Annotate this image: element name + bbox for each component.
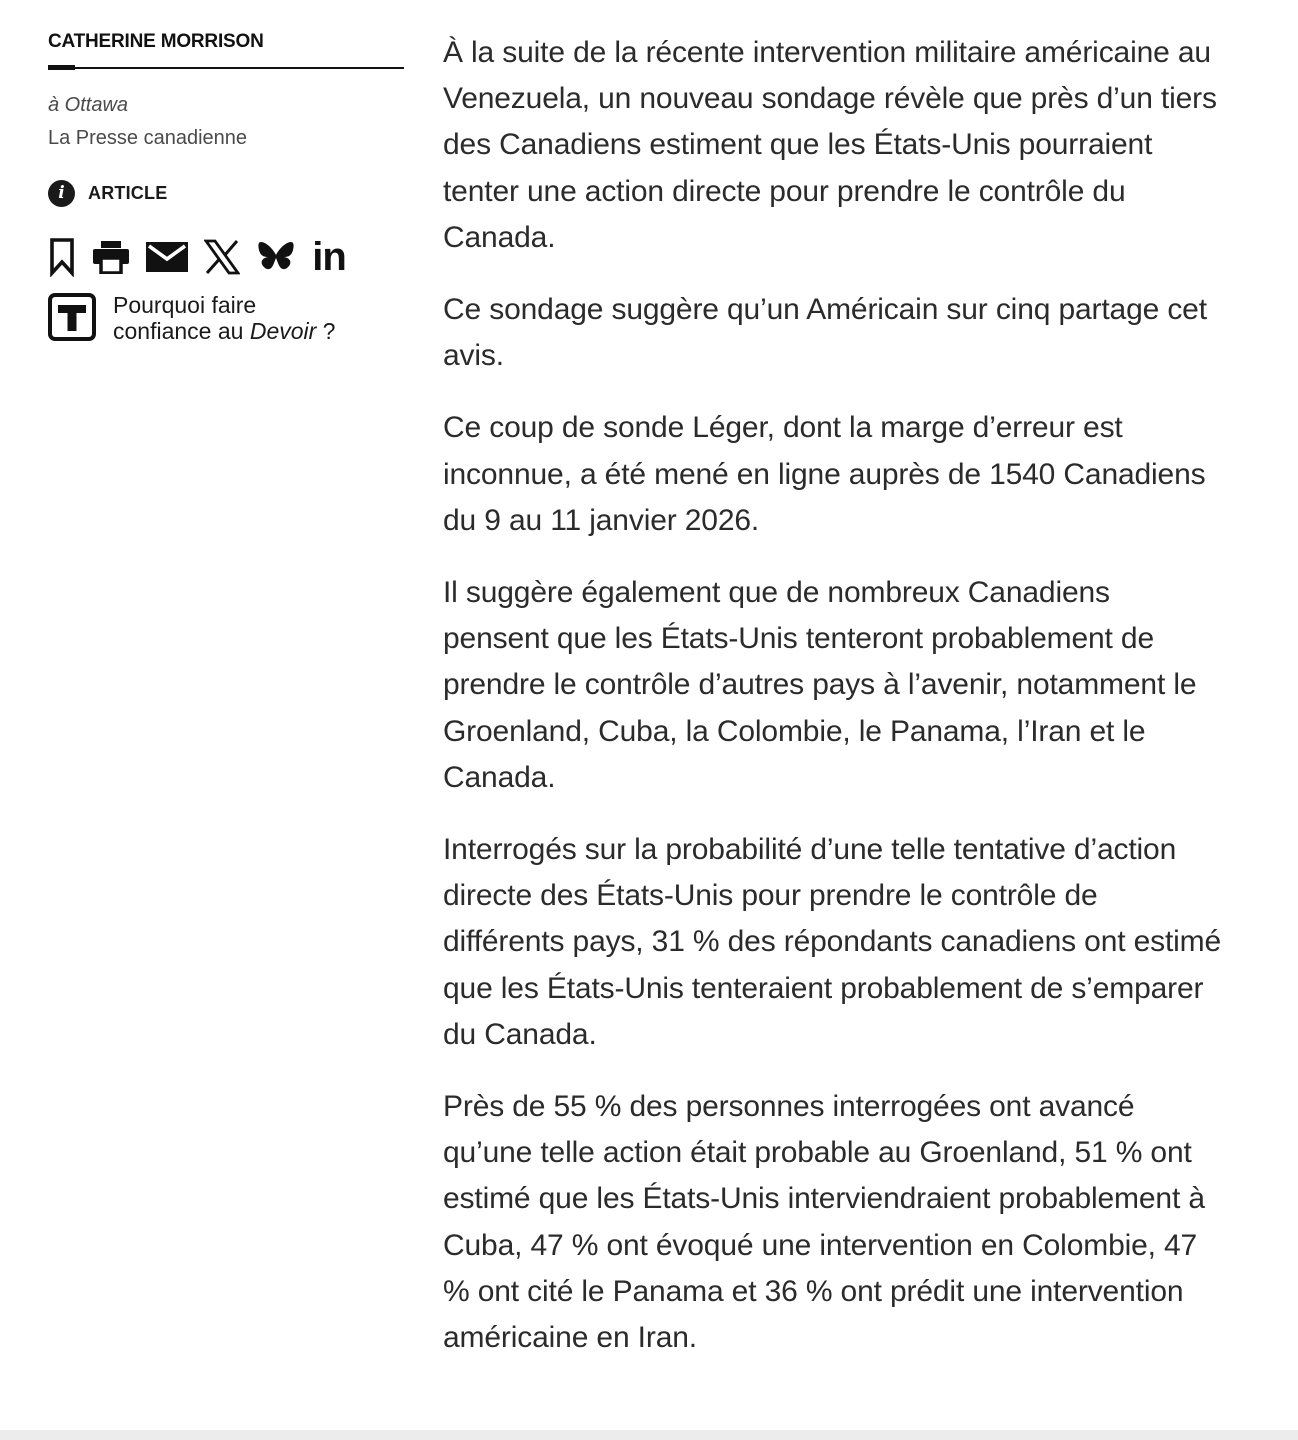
article-body <box>443 30 1223 1387</box>
share-toolbar <box>48 235 404 279</box>
article-paragraph: Près de 55 % des personnes interrogées ont avancé qu’une telle action était probable au Groenland, 51 % ont estimé que les États-Unis interviendraient probablement à Cuba, 47 % ont évoqué une intervention en Colombie, 47 % ont cité le Panama et 36 % ont prédit une intervention américaine en Iran. <box>443 1090 1205 1355</box>
bookmark-icon[interactable] <box>48 235 76 279</box>
linkedin-icon-glyph: in <box>312 235 346 279</box>
trust-t-icon <box>48 293 96 341</box>
article-paragraph: Ce sondage suggère qu’un Américain sur cinq partage cet avis. <box>443 293 1207 373</box>
trust-line-2-publication: Devoir <box>249 318 317 344</box>
trust-line-2-prefix: confiance au <box>113 318 250 344</box>
email-icon[interactable] <box>146 235 188 279</box>
author-name[interactable]: CATHERINE MORRISON <box>48 31 264 52</box>
article-type-label: ARTICLE <box>88 182 168 203</box>
x-icon[interactable] <box>204 235 240 279</box>
author-divider <box>48 67 404 69</box>
page-footer-strip <box>0 1430 1298 1440</box>
trust-link[interactable] <box>48 293 404 344</box>
article-paragraph: Ce coup de sonde Léger, dont la marge d’erreur est inconnue, a été mené en ligne auprès de 1540 Canadiens du 9 au 11 janvier 2026. <box>443 411 1206 537</box>
trust-line-2-suffix: ? <box>316 318 336 344</box>
linkedin-icon[interactable] <box>310 235 348 279</box>
bluesky-icon[interactable] <box>258 235 294 279</box>
article-paragraph: À la suite de la récente intervention militaire américaine au Venezuela, un nouveau sondage révèle que près d’un tiers des Canadiens estiment que les États-Unis pourraient tenter une action directe pour prendre le contrôle du Canada. <box>443 36 1217 254</box>
trust-line-1: Pourquoi faire <box>113 292 257 318</box>
article-sidebar <box>48 30 404 344</box>
article-type[interactable] <box>48 179 404 207</box>
trust-link-label[interactable] <box>113 292 335 344</box>
print-icon[interactable] <box>92 235 130 279</box>
article-paragraph: Interrogés sur la probabilité d’une telle tentative d’action directe des États-Unis pour prendre le contrôle de différents pays, 31 % des répondants canadiens ont estimé que les États-Unis tenteraient probablement de s’emparer du Canada. <box>443 833 1222 1051</box>
info-icon[interactable]: i <box>48 180 75 207</box>
news-agency: La Presse canadienne <box>48 127 248 149</box>
dateline: à Ottawa <box>48 94 129 116</box>
article-paragraph: Il suggère également que de nombreux Canadiens pensent que les États-Unis tenteront probablement de prendre le contrôle d’autres pays à l’avenir, notamment le Groenland, Cuba, la Colombie, le Panama, l’Iran et le Canada. <box>443 576 1197 794</box>
